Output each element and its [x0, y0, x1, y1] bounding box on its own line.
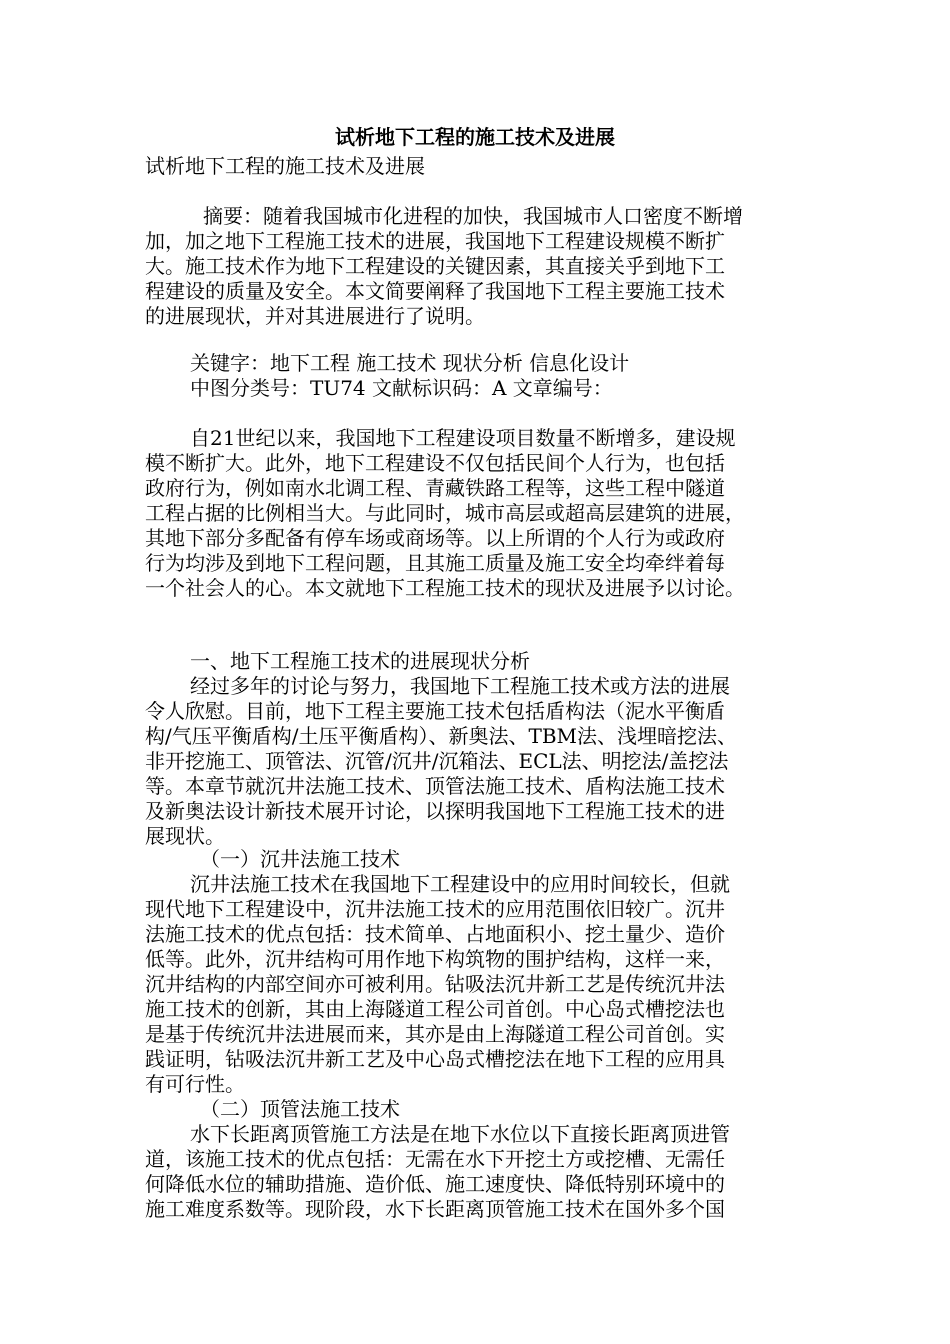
text-line: 现代地下工程建设中，沉井法施工技术的应用范围依旧较广。沉井 [145, 897, 725, 921]
text-line: 沉井法施工技术在我国地下工程建设中的应用时间较长，但就 [190, 872, 730, 896]
text-line: 大。施工技术作为地下工程建设的关键因素，其直接关乎到地下工 [145, 254, 725, 278]
text-line: 水下长距离顶管施工方法是在地下水位以下直接长距离顶进管 [190, 1122, 730, 1146]
text-line: 法施工技术的优点包括：技术简单、占地面积小、挖土量少、造价 [145, 922, 725, 946]
text-line: 践证明，钻吸法沉井新工艺及中心岛式槽挖法在地下工程的应用具 [145, 1047, 725, 1071]
text-line: 的进展现状，并对其进展进行了说明。 [145, 304, 485, 328]
text-line: 及新奥法设计新技术展开讨论，以探明我国地下工程施工技术的进 [145, 799, 725, 823]
text-line: 经过多年的讨论与努力，我国地下工程施工技术或方法的进展 [190, 674, 730, 698]
text-line: 模不断扩大。此外，地下工程建设不仅包括民间个人行为，也包括 [145, 451, 725, 475]
text-line: 关键字：地下工程 施工技术 现状分析 信息化设计 [190, 351, 630, 375]
text-line: （一）沉井法施工技术 [200, 847, 400, 871]
text-line: 程建设的质量及安全。本文简要阐释了我国地下工程主要施工技术 [145, 279, 725, 303]
text-line: 政府行为，例如南水北调工程、青藏铁路工程等，这些工程中隧道 [145, 476, 725, 500]
text-line: 沉井结构的内部空间亦可被利用。钻吸法沉井新工艺是传统沉井法 [145, 972, 725, 996]
text-line: 工程占据的比例相当大。与此同时，城市高层或超高层建筑的进展， [145, 501, 745, 525]
text-line: 何降低水位的辅助措施、造价低、施工速度快、降低特别环境中的 [145, 1172, 725, 1196]
text-line: 非开挖施工、顶管法、沉管/沉井/沉箱法、ECL法、明挖法/盖挖法 [145, 749, 729, 773]
text-line: 有可行性。 [145, 1072, 245, 1096]
text-line: 施工技术的创新，其由上海隧道工程公司首创。中心岛式槽挖法也 [145, 997, 725, 1021]
text-line: 其地下部分多配备有停车场或商场等。以上所谓的个人行为或政府 [145, 526, 725, 550]
text-line: 道，该施工技术的优点包括：无需在水下开挖土方或挖槽、无需任 [145, 1147, 725, 1171]
text-line: 中图分类号：TU74 文献标识码：A 文章编号： [190, 376, 613, 400]
text-line: 试析地下工程的施工技术及进展 [145, 154, 425, 178]
text-line: （二）顶管法施工技术 [200, 1097, 400, 1121]
text-line: 施工难度系数等。现阶段，水下长距离顶管施工技术在国外多个国 [145, 1197, 725, 1221]
text-line: 加，加之地下工程施工技术的进展，我国地下工程建设规模不断扩 [145, 229, 725, 253]
text-line: 自21世纪以来，我国地下工程建设项目数量不断增多，建设规 [190, 426, 736, 450]
text-line: 一、地下工程施工技术的进展现状分析 [190, 649, 530, 673]
text-line: 展现状。 [145, 824, 225, 848]
text-line: 等。本章节就沉井法施工技术、顶管法施工技术、盾构法施工技术 [145, 774, 725, 798]
text-line: 令人欣慰。目前，地下工程主要施工技术包括盾构法（泥水平衡盾 [145, 699, 725, 723]
text-line: 构/气压平衡盾构/土压平衡盾构）、新奥法、TBM法、浅埋暗挖法、 [145, 724, 737, 748]
text-line: 是基于传统沉井法进展而来，其亦是由上海隧道工程公司首创。实 [145, 1022, 725, 1046]
text-line: 行为均涉及到地下工程问题，且其施工质量及施工安全均牵绊着每 [145, 551, 725, 575]
document-title: 试析地下工程的施工技术及进展 [335, 125, 615, 149]
text-line: 一个社会人的心。本文就地下工程施工技术的现状及进展予以讨论。 [145, 576, 745, 600]
text-line: 摘要：随着我国城市化进程的加快，我国城市人口密度不断增 [203, 204, 743, 228]
text-line: 低等。此外，沉井结构可用作地下构筑物的围护结构，这样一来， [145, 947, 725, 971]
